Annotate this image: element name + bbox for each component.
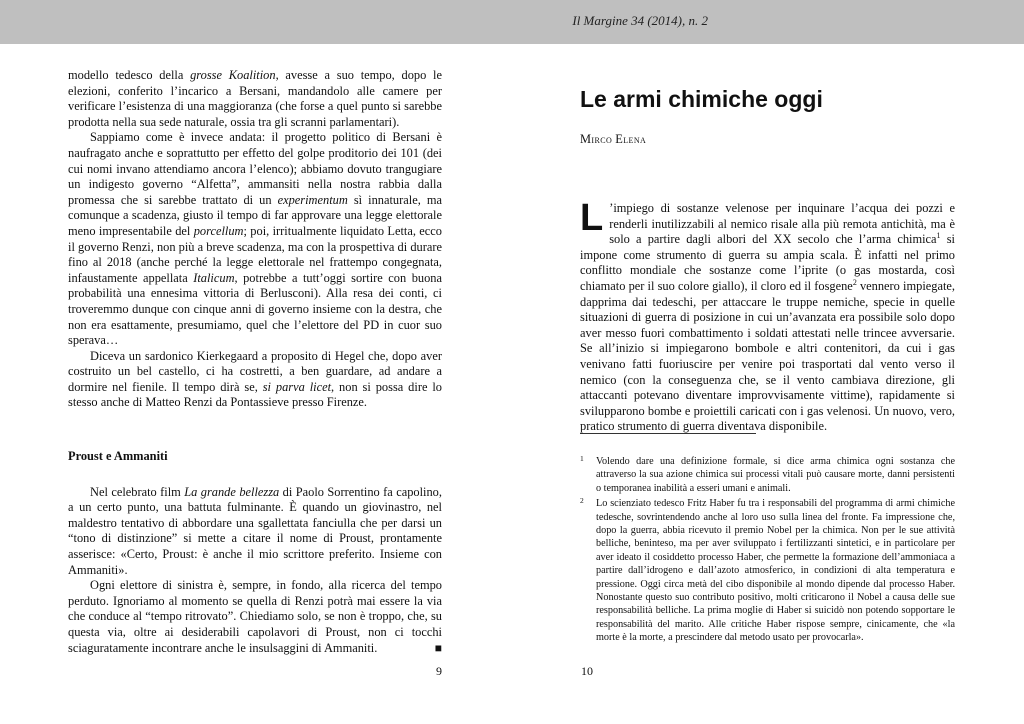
article-title: Le armi chimiche oggi xyxy=(580,86,823,112)
paragraph-4: Nel celebrato film La grande bellezza di Paolo Sorrentino fa capolino, a un certo punto, una battuta fulminante. È quando un giovinastro, nel maldestro tentativo di abbordare una sgallettata fanciulla che per darsi un “tono di distinzione” si mette a citare il nome di Proust, prontamente asserisce: «Certo, Proust: è anche il mio scrittore preferito. Insieme con Ammaniti». xyxy=(68,484,442,577)
footnote-ref-2[interactable]: 2 xyxy=(852,277,857,287)
running-header-bar xyxy=(0,0,1024,44)
journal-citation: Il Margine 34 (2014), n. 2 xyxy=(572,13,708,28)
paragraph-5: Ogni elettore di sinistra è, sempre, in fondo, alla ricerca del tempo perduto. Ignoriamo al momento se quella di Renzi potrà mai essere la via che conduce al “tempo ritrovato”. Chiediamo solo, se non è troppo, che, su questa via, oltre ai desiderabili capolavori di Proust, non ci tocchi sciaguratamente incontrare anche le insulsaggini di Ammaniti. ■ xyxy=(68,578,442,655)
footnote-separator xyxy=(580,433,756,434)
page-number-right: 10 xyxy=(581,664,593,678)
footnote-ref-1[interactable]: 1 xyxy=(936,231,941,241)
paragraph-2: Sappiamo come è invece andata: il progetto politico di Bersani è naufragato anche e soprattutto per effetto del golpe proditorio dei 101 (dei cui nomi invano attendiamo ancora l’elenco); abbiamo dovuto trangugiare un indigesto governo “Alfetta”, ammansiti nella nostra rabbia dalla promessa che si sarebbe trattato di un experimentum sì innaturale, ma comunque a scadenza, giusto il tempo di far approvare una legge elettorale meno impresentabile del porcellum; poi, irritualmente liquidato Letta, ecco il governo Renzi, non più a breve scadenza, ma con la prospettiva di durare fino al 2018 (anche perché la legge elettorale nel frattempo congegnata, infaustamente appellata Italicum, potrebbe a tutt’oggi sortire con buona probabilità una ennesima vittoria di Berlusconi). Alla resa dei conti, ci troveremmo dunque con cinque anni di governo insieme con la destra, che non era esattamente, presumiamo, quel che l’elettore del PD in cuor suo sperava… xyxy=(68,130,442,348)
page-number-left: 9 xyxy=(436,664,442,678)
footnotes xyxy=(580,455,955,647)
article-author: Mirco Elena xyxy=(580,132,647,146)
footnote-2: 2 Lo scienziato tedesco Fritz Haber fu tra i responsabili del programma di armi chimiche tedesche, sovrintendendo anche al loro uso sulla linea del fronte. Fa impressione che, dopo la guerra, abbia ricevuto il premio Nobel per la chimica. Non per le sue attività belliche, beninteso, ma per aver sviluppato i fertilizzanti sintetici, e in particolare per aver ideato il cosiddetto processo Haber, che permette la formazione dell’ammoniaca a partire dall’idrogeno e dall’azoto atmosferico, in condizioni di alta temperatura e pressione. Oggi circa metà del cibo disponibile al mondo dipende dal processo Haber. Nonostante questo suo contributo positivo, molti criticarono il Nobel a causa delle sue responsabilità belliche. La prima moglie di Haber si suicidò non potendo sopportare le responsabilità del marito. Alle critiche Haber rispose sempre, cinicamente, che «la morte è la morte, a prescindere dal metodo usato per provocarla». xyxy=(580,496,955,644)
drop-cap: L xyxy=(580,197,604,239)
article-body: L ’impiego di sostanze velenose per inquinare l’acqua dei pozzi e renderli inutilizzabili al nemico risale alla più remota antichità, ma è solo a partire dagli albori del XX secolo che l’arma chimica$^1$ si impone come strumento di guerra su ampia scala. È infatti nel primo conflitto mondiale che sostanze come l’iprite (o gas mostarda, così chiamato per il suo colore giallo), il cloro ed il fosgene$^2$ vennero impiegate, dapprima dai tedeschi, per attaccare le truppe nemiche, specie in quelle situazioni di guerra di posizione in cui un’avanzata era possibile solo dopo aver messo fuori combattimento i soldati attestati nelle trincee avversarie. Se all’inizio si impiegarono bombole e altri contenitori, da cui i gas venivano fatti fuoriuscire per venire poi trasportati dal vento verso il nemico (con la conseguenza che, se il vento cambiava direzione, gli attaccanti potevano diventare improvvisamente vittime), rapidamente si svilupparono bombe e proiettili caricati con i gas velenosi. Un nuovo, vero, pratico strumento di guerra diventava disponibile. xyxy=(580,197,955,434)
end-of-article-mark: ■ xyxy=(434,640,442,655)
left-page-text xyxy=(68,68,442,656)
paragraph-3: Diceva un sardonico Kierkegaard a proposito di Hegel che, dopo aver costruito un bel castello, ci ha costretti, a ben guardare, ad andare a dormire nel fienile. Il tempo dirà se, si parva licet, non si possa dire lo stesso anche di Matteo Renzi da Pontassieve presso Firenze. xyxy=(68,348,442,410)
paragraph-1: modello tedesco della grosse Koalition, avesse a suo tempo, dopo le elezioni, conferito l’incarico a Bersani, mandandolo alle camere per verificare l’esistenza di una maggioranza (che forse a quel punto si sarebbe prodotta nella sua sede naturale, ossia tra gli scranni parlamentari). xyxy=(68,68,442,129)
section-heading: Proust e Ammaniti xyxy=(68,449,168,464)
right-page-text xyxy=(580,197,955,435)
footnote-1: 1 Volendo dare una definizione formale, si dice arma chimica ogni sostanza che attraverso la sua azione chimica sui processi vitali può causare morte, danni persistenti o temporanea inabilità a esseri umani e animali. xyxy=(580,454,955,494)
